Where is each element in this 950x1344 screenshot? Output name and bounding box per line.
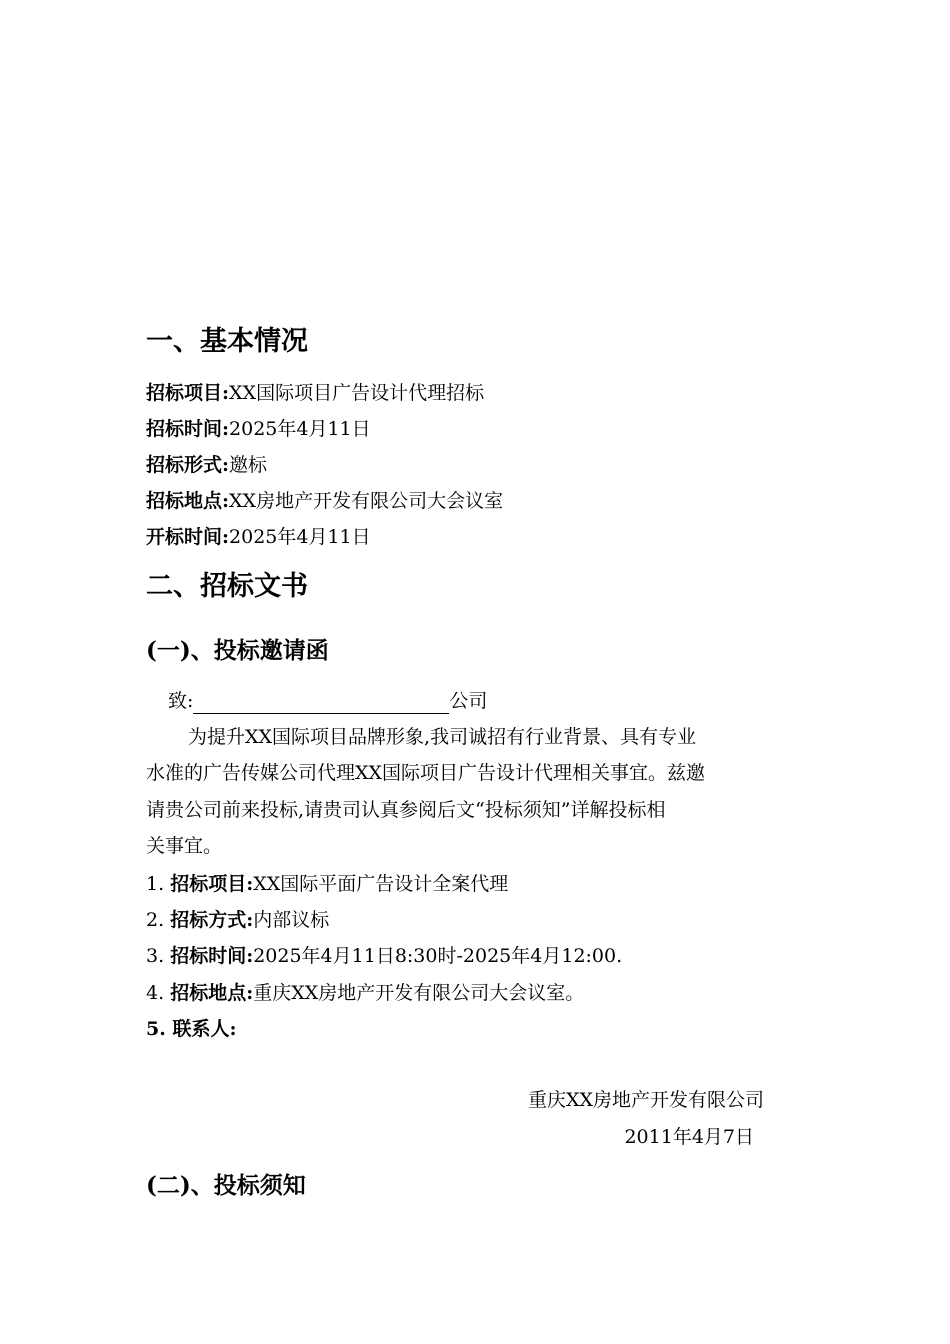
list-item-label: 招标地点:: [170, 982, 254, 1004]
list-item-number: 3.: [146, 945, 165, 967]
list-item: [146, 980, 584, 1006]
field-row-project: [146, 380, 484, 406]
field-row-location: [146, 488, 503, 514]
list-item-number: 4.: [146, 982, 165, 1004]
list-item-number: 1.: [146, 873, 165, 895]
list-item-value: 内部议标: [253, 909, 330, 931]
list-item-value: 重庆XX房地产开发有限公司大会议室。: [253, 982, 585, 1004]
list-item-label: 联系人:: [172, 1018, 237, 1040]
body-paragraph-line: 请贵公司前来投标,请贵司认真参阅后文“投标须知”详解投标相: [146, 799, 666, 821]
list-item-number: 2.: [146, 909, 165, 931]
addressee-blank: [193, 691, 449, 714]
field-value: XX国际项目广告设计代理招标: [229, 382, 485, 404]
field-label: 招标时间:: [146, 418, 230, 440]
field-value: 邀标: [229, 454, 268, 476]
field-label: 开标时间:: [146, 526, 230, 548]
list-item-number: 5.: [146, 1018, 166, 1040]
tender-instructions-title: (二)、投标须知: [146, 1172, 306, 1199]
list-item: [146, 871, 508, 897]
field-row-form: [146, 452, 267, 478]
field-row-opening-time: [146, 524, 371, 550]
list-item: [146, 907, 329, 933]
invitation-letter-title: (一)、投标邀请函: [146, 637, 329, 664]
body-paragraph-line: 水准的广告传媒公司代理XX国际项目广告设计代理相关事宜。兹邀: [146, 762, 706, 784]
section-basic-info-title: 一、基本情况: [146, 326, 308, 357]
field-label: 招标地点:: [146, 490, 230, 512]
field-value: 2025年4月11日: [229, 418, 371, 440]
addressee-line: [168, 688, 487, 714]
field-label: 招标项目:: [146, 382, 230, 404]
section-tender-docs-title: 二、招标文书: [146, 571, 308, 602]
addressee-suffix: 公司: [449, 690, 488, 712]
list-item-value: 2025年4月11日8:30时-2025年4月12:00.: [253, 945, 623, 967]
field-value: XX房地产开发有限公司大会议室: [229, 490, 504, 512]
signature-company: 重庆XX房地产开发有限公司: [527, 1089, 764, 1111]
list-item-value: XX国际平面广告设计全案代理: [253, 873, 509, 895]
list-item: [146, 1016, 236, 1042]
field-label: 招标形式:: [146, 454, 230, 476]
addressee-prefix: 致:: [168, 690, 194, 712]
list-item: [146, 943, 622, 969]
field-row-time: [146, 416, 371, 442]
list-item-label: 招标时间:: [170, 945, 254, 967]
body-paragraph-line: 为提升XX国际项目品牌形象,我司诚招有行业背景、具有专业: [188, 726, 697, 748]
body-paragraph-line: 关事宜。: [146, 835, 223, 857]
list-item-label: 招标项目:: [170, 873, 254, 895]
signature-date: 2011年4月7日: [624, 1126, 754, 1148]
list-item-label: 招标方式:: [170, 909, 254, 931]
field-value: 2025年4月11日: [229, 526, 371, 548]
